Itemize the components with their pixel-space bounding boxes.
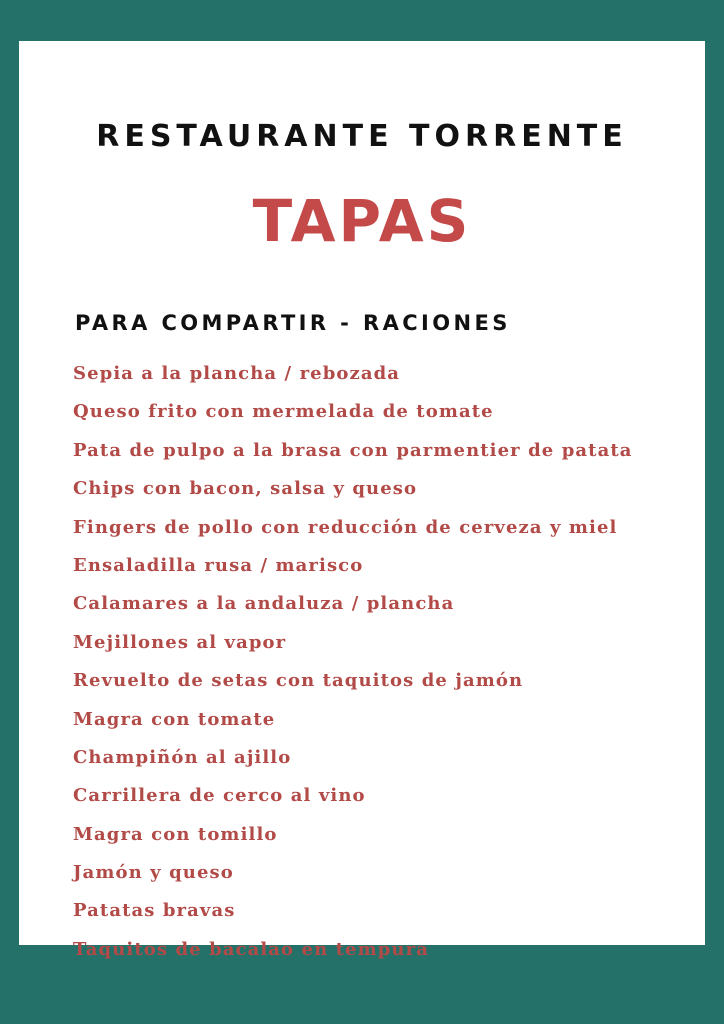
menu-card — [19, 41, 705, 960]
menu-title: TAPAS — [252, 187, 472, 255]
menu-item: Revuelto de setas con taquitos de jamón — [73, 670, 524, 692]
menu-item: Champiñón al ajillo — [73, 746, 292, 768]
menu-item-list — [73, 355, 633, 969]
menu-item: Queso frito con mermelada de tomate — [73, 401, 494, 423]
menu-item: Carrillera de cerco al vino — [73, 785, 366, 807]
menu-item: Magra con tomate — [73, 708, 276, 730]
menu-item: Magra con tomillo — [73, 823, 278, 845]
menu-item: Calamares a la andaluza / plancha — [73, 593, 455, 615]
menu-item: Mejillones al vapor — [73, 631, 287, 653]
menu-item: Jamón y queso — [73, 862, 234, 884]
menu-item: Chips con bacon, salsa y queso — [73, 478, 418, 500]
restaurant-name: RESTAURANTE TORRENTE — [96, 119, 628, 154]
section-heading: PARA COMPARTIR - RACIONES — [75, 311, 511, 335]
menu-item: Fingers de pollo con reducción de cerveza y miel — [73, 516, 618, 538]
menu-item: Sepia a la plancha / rebozada — [73, 363, 401, 384]
menu-item: Pata de pulpo a la brasa con parmentier de patata — [73, 439, 633, 461]
menu-item: Patatas bravas — [73, 900, 236, 922]
menu-item: Taquitos de bacalao en tempura — [73, 938, 429, 960]
menu-item: Ensaladilla rusa / marisco — [73, 554, 364, 576]
